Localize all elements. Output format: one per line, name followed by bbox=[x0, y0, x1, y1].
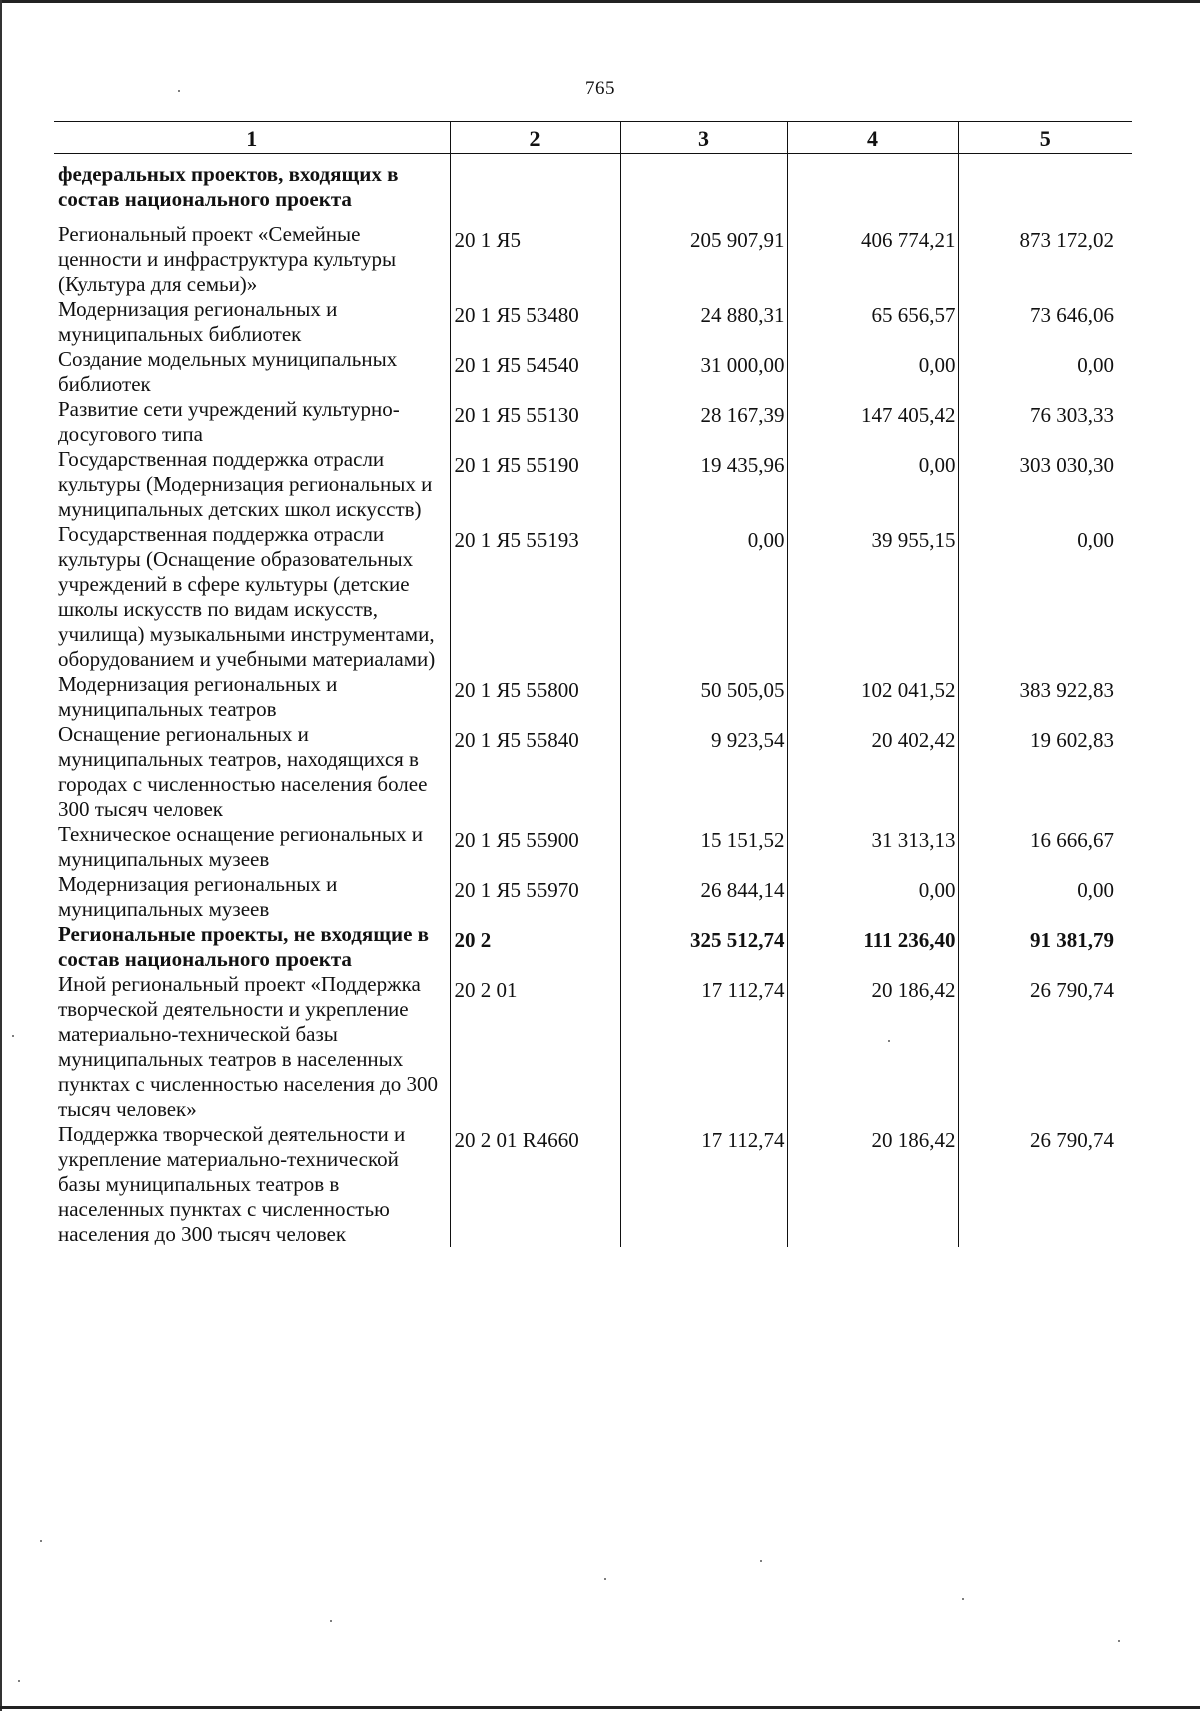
table-row bbox=[54, 447, 1132, 522]
scan-speck bbox=[178, 90, 180, 92]
scan-speck bbox=[604, 1578, 606, 1580]
row-code-cell: 20 1 Я5 55190 bbox=[450, 447, 620, 522]
row-value-col4 bbox=[787, 154, 958, 223]
row-value-col4: 406 774,21 bbox=[787, 222, 958, 297]
row-code-cell: 20 2 01 bbox=[450, 972, 620, 1122]
row-value-col5: 26 790,74 bbox=[958, 1122, 1132, 1247]
row-value-col3: 26 844,14 bbox=[620, 872, 787, 922]
scan-speck bbox=[1118, 1640, 1120, 1642]
row-value-col4: 0,00 bbox=[787, 872, 958, 922]
row-value-col4: 102 041,52 bbox=[787, 672, 958, 722]
row-code-cell: 20 1 Я5 55900 bbox=[450, 822, 620, 872]
row-value-col5: 26 790,74 bbox=[958, 972, 1132, 1122]
row-code-cell: 20 1 Я5 55970 bbox=[450, 872, 620, 922]
row-value-col3: 31 000,00 bbox=[620, 347, 787, 397]
scan-speck bbox=[888, 1040, 890, 1042]
row-value-col3: 24 880,31 bbox=[620, 297, 787, 347]
row-name-cell: Модернизация региональных и муниципальных театров bbox=[58, 672, 338, 721]
scan-speck bbox=[330, 1620, 332, 1622]
column-header-4: 4 bbox=[787, 122, 958, 154]
row-value-col3: 28 167,39 bbox=[620, 397, 787, 447]
row-code-cell: 20 2 bbox=[450, 922, 620, 972]
row-name-cell: Модернизация региональных и муниципальных библиотек bbox=[58, 297, 338, 346]
column-header-1: 1 bbox=[54, 122, 450, 154]
row-value-col3 bbox=[620, 154, 787, 223]
row-code-cell: 20 1 Я5 55840 bbox=[450, 722, 620, 822]
row-value-col4: 31 313,13 bbox=[787, 822, 958, 872]
row-name-cell: Поддержка творческой деятельности и укрепление материально-технической базы муниципальных театров в населенных пунктах с численностью населения до 300 тысяч человек bbox=[58, 1122, 406, 1246]
row-code-cell: 20 1 Я5 55800 bbox=[450, 672, 620, 722]
row-value-col5: 73 646,06 bbox=[958, 297, 1132, 347]
table-row bbox=[54, 522, 1132, 672]
row-value-col4: 20 186,42 bbox=[787, 972, 958, 1122]
row-code-cell bbox=[450, 154, 620, 223]
row-code-cell: 20 1 Я5 55193 bbox=[450, 522, 620, 672]
row-value-col3: 17 112,74 bbox=[620, 1122, 787, 1247]
row-code-cell: 20 1 Я5 54540 bbox=[450, 347, 620, 397]
row-value-col5: 873 172,02 bbox=[958, 222, 1132, 297]
row-value-col3: 15 151,52 bbox=[620, 822, 787, 872]
table-body bbox=[54, 154, 1132, 1248]
row-name-cell: Создание модельных муниципальных библиотек bbox=[58, 347, 398, 396]
row-value-col4: 0,00 bbox=[787, 447, 958, 522]
table-row bbox=[54, 722, 1132, 822]
row-value-col4: 0,00 bbox=[787, 347, 958, 397]
table-row bbox=[54, 872, 1132, 922]
row-value-col5 bbox=[958, 154, 1132, 223]
row-value-col5: 0,00 bbox=[958, 347, 1132, 397]
row-value-col5: 383 922,83 bbox=[958, 672, 1132, 722]
row-name-cell: Региональный проект «Семейные ценности и инфраструктура культуры (Культура для семьи)» bbox=[58, 222, 397, 296]
row-name-cell: Государственная поддержка отрасли культуры (Модернизация региональных и муниципальных детских школ искусств) bbox=[58, 447, 433, 521]
header-row bbox=[54, 122, 1132, 154]
table-row bbox=[54, 347, 1132, 397]
scan-edge-top bbox=[0, 0, 1200, 3]
row-name-cell: Оснащение региональных и муниципальных театров, находящихся в городах с численностью населения более 300 тысяч человек bbox=[58, 722, 428, 821]
scan-speck bbox=[962, 1598, 964, 1600]
scan-speck bbox=[760, 1560, 762, 1562]
scan-edge-left bbox=[0, 0, 2, 1711]
row-value-col5: 0,00 bbox=[958, 522, 1132, 672]
row-value-col4: 20 186,42 bbox=[787, 1122, 958, 1247]
row-value-col4: 147 405,42 bbox=[787, 397, 958, 447]
row-value-col3: 17 112,74 bbox=[620, 972, 787, 1122]
row-name-cell: Региональные проекты, не входящие в состав национального проекта bbox=[58, 922, 429, 971]
row-value-col3: 50 505,05 bbox=[620, 672, 787, 722]
row-value-col3: 19 435,96 bbox=[620, 447, 787, 522]
row-code-cell: 20 1 Я5 bbox=[450, 222, 620, 297]
scan-edge-bottom bbox=[0, 1706, 1200, 1709]
table-row bbox=[54, 822, 1132, 872]
row-name-cell: Государственная поддержка отрасли культуры (Оснащение образовательных учреждений в сфере культуры (детские школы искусств по видам искусств, училища) музыкальными инструментами, оборудованием и учебными материалами) bbox=[58, 522, 436, 671]
row-name-cell: федеральных проектов, входящих в состав национального проекта bbox=[58, 162, 399, 211]
row-value-col5: 91 381,79 bbox=[958, 922, 1132, 972]
page-number: 765 bbox=[585, 78, 615, 99]
row-value-col5: 19 602,83 bbox=[958, 722, 1132, 822]
row-value-col3: 325 512,74 bbox=[620, 922, 787, 972]
row-value-col4: 20 402,42 bbox=[787, 722, 958, 822]
row-code-cell: 20 1 Я5 53480 bbox=[450, 297, 620, 347]
row-value-col4: 111 236,40 bbox=[787, 922, 958, 972]
scan-speck bbox=[18, 1680, 20, 1682]
budget-table bbox=[54, 121, 1132, 1247]
table-row bbox=[54, 222, 1132, 297]
table-row bbox=[54, 972, 1132, 1122]
scan-speck bbox=[40, 1540, 42, 1542]
row-name-cell: Модернизация региональных и муниципальных музеев bbox=[58, 872, 338, 921]
column-header-2: 2 bbox=[450, 122, 620, 154]
row-value-col4: 65 656,57 bbox=[787, 297, 958, 347]
row-name-cell: Иной региональный проект «Поддержка творческой деятельности и укрепление материально-технической базы муниципальных театров в населенных пунктах с численностью населения до 300 тысяч человек» bbox=[58, 972, 438, 1121]
row-code-cell: 20 1 Я5 55130 bbox=[450, 397, 620, 447]
row-name-cell: Техническое оснащение региональных и муниципальных музеев bbox=[58, 822, 423, 871]
row-value-col3: 9 923,54 bbox=[620, 722, 787, 822]
row-code-cell: 20 2 01 R4660 bbox=[450, 1122, 620, 1247]
row-value-col4: 39 955,15 bbox=[787, 522, 958, 672]
table-row bbox=[54, 672, 1132, 722]
row-value-col5: 76 303,33 bbox=[958, 397, 1132, 447]
row-value-col3: 0,00 bbox=[620, 522, 787, 672]
column-header-5: 5 bbox=[958, 122, 1132, 154]
table-row bbox=[54, 297, 1132, 347]
table-row bbox=[54, 154, 1132, 223]
row-name-cell: Развитие сети учреждений культурно-досугового типа bbox=[58, 397, 400, 446]
table-row bbox=[54, 922, 1132, 972]
column-header-3: 3 bbox=[620, 122, 787, 154]
row-value-col3: 205 907,91 bbox=[620, 222, 787, 297]
row-value-col5: 0,00 bbox=[958, 872, 1132, 922]
table-row bbox=[54, 1122, 1132, 1247]
scan-speck bbox=[12, 1035, 14, 1037]
row-value-col5: 303 030,30 bbox=[958, 447, 1132, 522]
row-value-col5: 16 666,67 bbox=[958, 822, 1132, 872]
table-row bbox=[54, 397, 1132, 447]
